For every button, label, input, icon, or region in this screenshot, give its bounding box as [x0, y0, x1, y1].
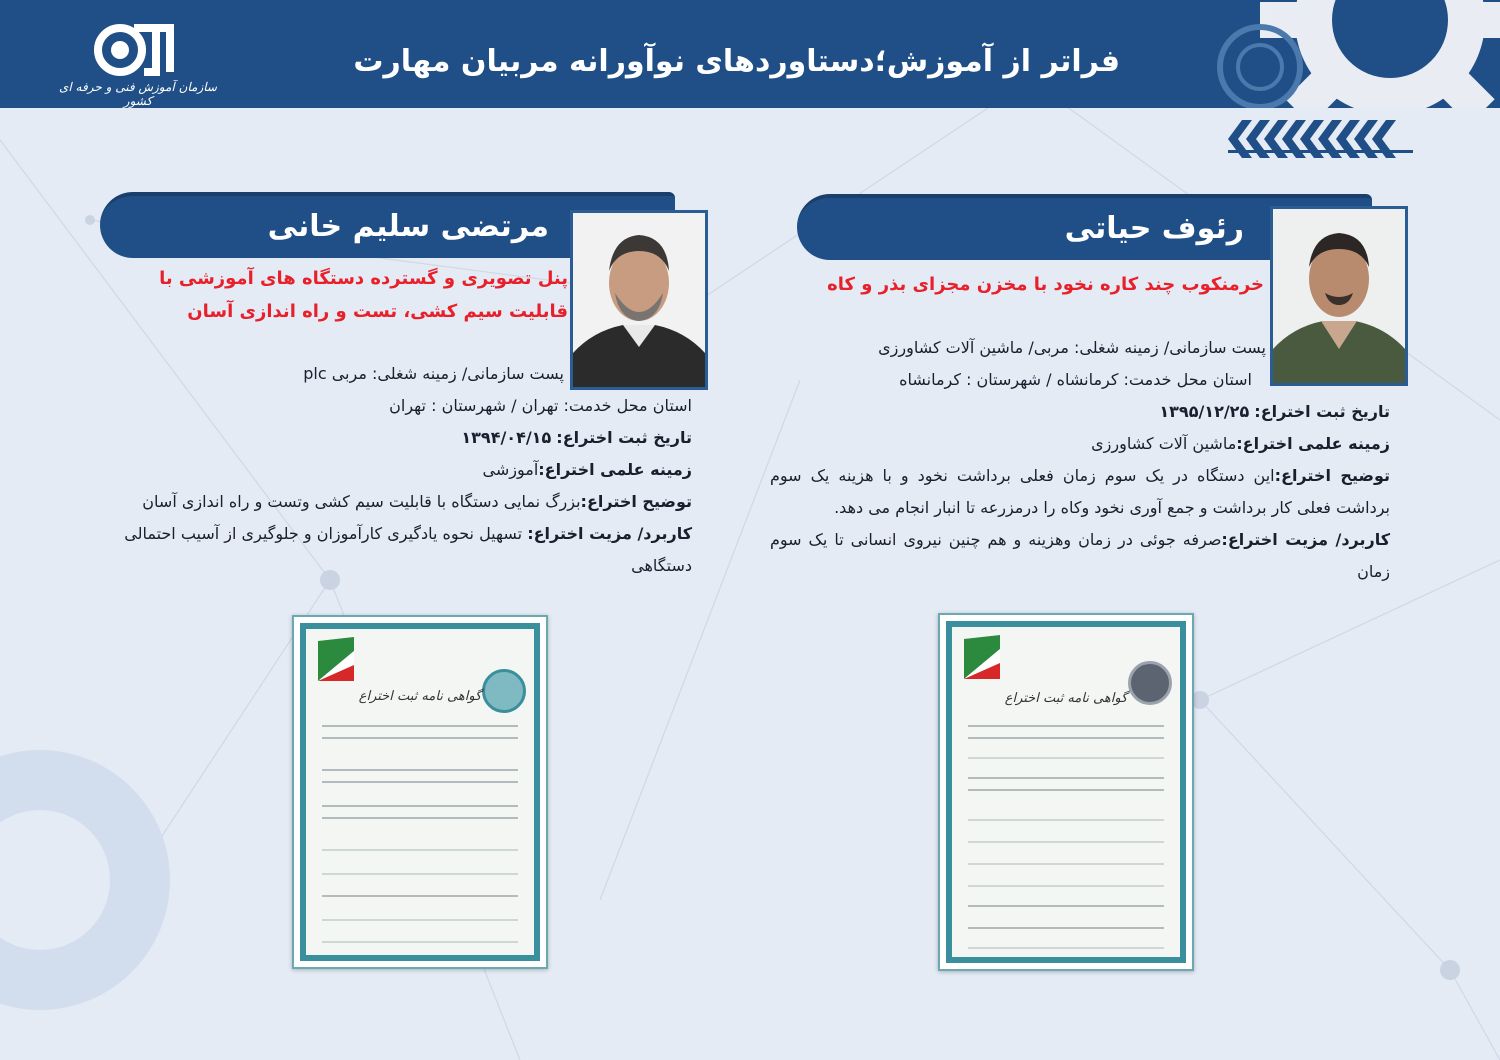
field-row	[770, 428, 1390, 460]
iran-flag-icon	[316, 637, 356, 681]
field-value: ماشین آلات کشاورزی	[1091, 434, 1237, 453]
description-value: این دستگاه در یک سوم زمان فعلی برداشت نخود و با هزینه یک سوم برداشت فعلی کار برداشت و جمع آوری نخود وکاه را درمزرعه تا انبار انجام می دهد.	[770, 466, 1390, 517]
field-value: آموزشی	[482, 460, 539, 479]
invention-details	[60, 390, 692, 582]
advantage-value: صرفه جوئی در زمان وهزینه و هم چنین نیروی انسانی تا یک سوم زمان	[770, 530, 1390, 581]
person-name: رئوف حیاتی	[1064, 211, 1244, 246]
invention-title: پنل تصویری و گسترده دستگاه های آموزشی با قابلیت سیم کشی، تست و راه اندازی آسان	[159, 268, 568, 322]
field-row	[60, 454, 692, 486]
advantage-row	[770, 524, 1390, 588]
gear-outline-icon	[1205, 12, 1315, 108]
person-photo	[570, 210, 708, 390]
patent-certificate-image	[938, 613, 1194, 971]
person-details	[770, 332, 1266, 396]
position-line: پست سازمانی/ زمینه شغلی: مربی/ ماشین آلات کشاورزی	[878, 338, 1266, 357]
description-row	[770, 460, 1390, 524]
registration-label: تاریخ ثبت اختراع:	[556, 428, 692, 447]
description-label: توضیح اختراع:	[1274, 466, 1390, 485]
position-line: پست سازمانی/ زمینه شغلی: مربی plc	[303, 364, 564, 383]
iran-flag-icon	[962, 635, 1002, 679]
province-line: استان محل خدمت: کرمانشاه / شهرستان : کرمانشاه	[899, 370, 1252, 389]
advantage-label: کاربرد/ مزیت اختراع:	[1221, 530, 1391, 549]
logo-caption: سازمان آموزش فنی و حرفه ای کشور	[59, 80, 217, 108]
registration-label: تاریخ ثبت اختراع:	[1254, 402, 1390, 421]
person-photo	[1270, 206, 1408, 386]
registration-value: ۱۳۹۴/۰۴/۱۵	[461, 428, 552, 447]
certificate-title: گواهی نامه ثبت اختراع	[358, 689, 482, 704]
description-row	[60, 486, 692, 518]
chevron-arrows-icon	[1228, 120, 1413, 158]
page-title: فراتر از آموزش؛دستاوردهای نوآورانه مربیان مهارت	[353, 44, 1120, 79]
invention-title: خرمنکوب چند کاره نخود با مخزن مجزای بذر و کاه	[827, 274, 1264, 295]
registration-date-row	[770, 396, 1390, 428]
certificate-title: گواهی نامه ثبت اختراع	[1004, 691, 1128, 706]
province-line: استان محل خدمت: تهران / شهرستان : تهران	[389, 396, 692, 415]
advantage-row	[60, 518, 692, 582]
invention-details	[770, 396, 1390, 588]
header-bar	[0, 0, 1500, 108]
description-value: بزرگ نمایی دستگاه با قابلیت سیم کشی وتست و راه اندازی آسان	[142, 492, 581, 511]
advantage-value: تسهیل نحوه یادگیری کارآموزان و جلوگیری از آسیب احتمالی دستگاهی	[124, 524, 692, 575]
person-name: مرتضی سلیم خانی	[267, 209, 549, 244]
field-label: زمینه علمی اختراع:	[538, 460, 692, 479]
description-label: توضیح اختراع:	[580, 492, 692, 511]
field-label: زمینه علمی اختراع:	[1236, 434, 1390, 453]
registration-date-row	[60, 422, 692, 454]
patent-certificate-image	[292, 615, 548, 969]
person-details	[90, 358, 564, 390]
advantage-label: کاربرد/ مزیت اختراع:	[527, 524, 692, 543]
registration-value: ۱۳۹۵/۱۲/۲۵	[1159, 402, 1250, 421]
